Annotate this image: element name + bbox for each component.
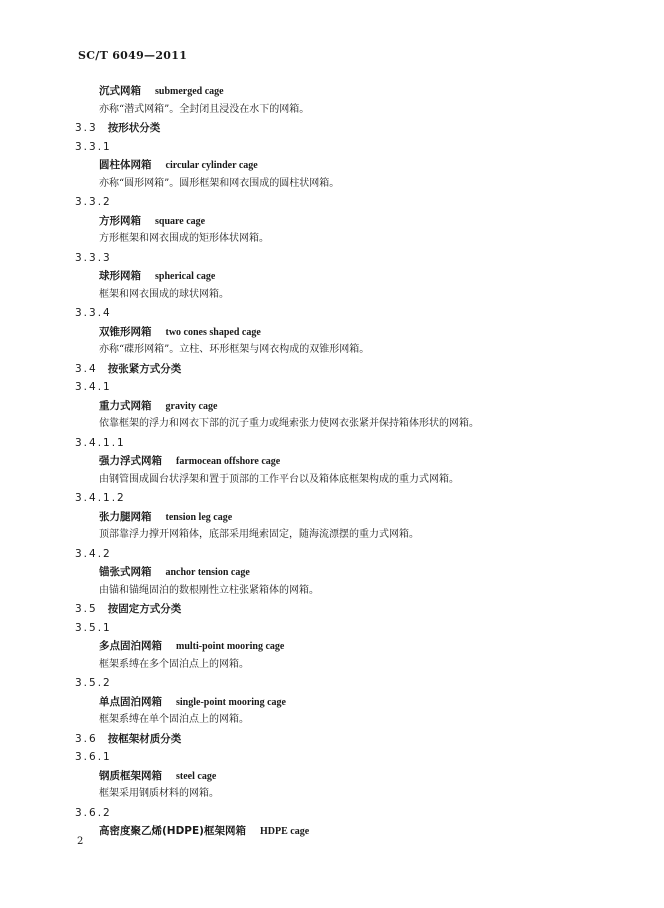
- definition-text: 亦称“碟形网箱”。立柱、环形框架与网衣构成的双锥形网箱。: [99, 344, 370, 355]
- definition-text: 由钢管围成圆台状浮架和置于顶部的工作平台以及箱体底框架构成的重力式网箱。: [99, 473, 459, 485]
- clause-number: 3.6.1: [75, 751, 112, 763]
- term-chinese: 双锥形网箱: [99, 325, 152, 338]
- term-chinese: 高密度聚乙烯(HDPE)框架网箱: [99, 825, 246, 837]
- section-number: 3.3: [75, 122, 98, 134]
- section-number: 3.4: [75, 362, 98, 375]
- section-title: 按固定方式分类: [107, 603, 182, 615]
- definition-text: 亦称“圆形网箱”。圆形框架和网衣围成的圆柱状网箱。: [99, 177, 340, 189]
- section-number: 3.6: [75, 732, 98, 745]
- clause-number: 3.5.1: [75, 621, 112, 634]
- term-english: single-point mooring cage: [176, 696, 286, 708]
- page-number: 2: [77, 836, 84, 847]
- term-entry: [75, 156, 635, 175]
- definition-text: 依靠框架的浮力和网衣下部的沉子重力或绳索张力使网衣张紧并保持箱体形状的网箱。: [99, 418, 479, 429]
- clause-number: 3.3.1: [75, 140, 112, 153]
- definition-text: 框架系缚在多个固泊点上的网箱。: [99, 658, 249, 670]
- term-english: two cones shaped cage: [165, 326, 261, 338]
- section-heading: [75, 600, 635, 619]
- term-chinese: 钢质框架网箱: [99, 769, 162, 782]
- term-entry: [75, 212, 635, 231]
- term-entry: [75, 822, 635, 841]
- term-english: spherical cage: [155, 271, 216, 282]
- term-entry: [75, 637, 635, 656]
- definition-text: 顶部靠浮力撑开网箱体，底部采用绳索固定，随海流漂摆的重力式网箱。: [99, 529, 419, 540]
- term-chinese: 方形网箱: [99, 214, 141, 227]
- clause-number: 3.4.1.1: [75, 436, 126, 449]
- definition-text: 框架和网衣围成的球状网箱。: [99, 288, 229, 300]
- term-entry: [75, 323, 635, 342]
- term-english: submerged cage: [155, 86, 224, 97]
- term-chinese: 锚张式网箱: [99, 566, 152, 578]
- section-heading: [75, 119, 635, 138]
- term-chinese: 强力浮式网箱: [99, 455, 162, 467]
- definition-text: 框架采用钢质材料的网箱。: [99, 788, 219, 799]
- term-entry: [75, 563, 635, 582]
- term-entry: [75, 82, 635, 101]
- term-chinese: 张力腿网箱: [99, 510, 152, 523]
- term-entry: [75, 767, 635, 786]
- term-entry: [75, 267, 635, 286]
- clause-number: 3.3.4: [75, 307, 112, 319]
- term-chinese: 球形网箱: [99, 270, 141, 282]
- term-entry: [75, 693, 635, 712]
- term-english: circular cylinder cage: [165, 160, 258, 171]
- definition-text: 方形框架和网衣围成的矩形体状网箱。: [99, 233, 269, 244]
- clause-number: 3.3.3: [75, 251, 112, 264]
- document-body: [75, 82, 635, 841]
- clause-number: 3.4.1: [75, 381, 112, 393]
- term-chinese: 多点固泊网箱: [99, 640, 162, 652]
- term-entry: [75, 508, 635, 527]
- clause-number: 3.4.2: [75, 547, 112, 560]
- term-english: tension leg cage: [165, 511, 233, 523]
- term-english: steel cage: [176, 770, 217, 782]
- term-chinese: 圆柱体网箱: [99, 159, 152, 171]
- section-title: 按框架材质分类: [107, 732, 182, 745]
- term-chinese: 单点固泊网箱: [99, 695, 162, 708]
- clause-number: 3.5.2: [75, 677, 112, 689]
- clause-number: 3.4.1.2: [75, 492, 126, 504]
- section-heading: [75, 360, 635, 379]
- term-english: anchor tension cage: [165, 567, 250, 578]
- term-english: square cage: [155, 215, 206, 227]
- term-entry: [75, 452, 635, 471]
- clause-number: 3.3.2: [75, 196, 112, 208]
- term-chinese: 沉式网箱: [99, 85, 141, 97]
- term-entry: [75, 397, 635, 416]
- term-chinese: 重力式网箱: [99, 399, 152, 412]
- section-title: 按张紧方式分类: [107, 362, 182, 375]
- clause-number: 3.6.2: [75, 806, 112, 819]
- term-english: farmocean offshore cage: [176, 456, 281, 467]
- section-title: 按形状分类: [107, 122, 161, 134]
- document-code: SC/T 6049—2011: [78, 49, 188, 62]
- term-english: gravity cage: [165, 400, 218, 412]
- section-heading: [75, 730, 635, 749]
- term-english: HDPE cage: [259, 826, 310, 837]
- definition-text: 亦称“潜式网箱”。全封闭且浸没在水下的网箱。: [99, 103, 310, 115]
- term-english: multi-point mooring cage: [176, 641, 285, 652]
- definition-text: 框架系缚在单个固泊点上的网箱。: [99, 714, 249, 725]
- section-number: 3.5: [75, 603, 98, 615]
- definition-text: 由锚和锚绳固泊的数根刚性立柱张紧箱体的网箱。: [99, 584, 319, 596]
